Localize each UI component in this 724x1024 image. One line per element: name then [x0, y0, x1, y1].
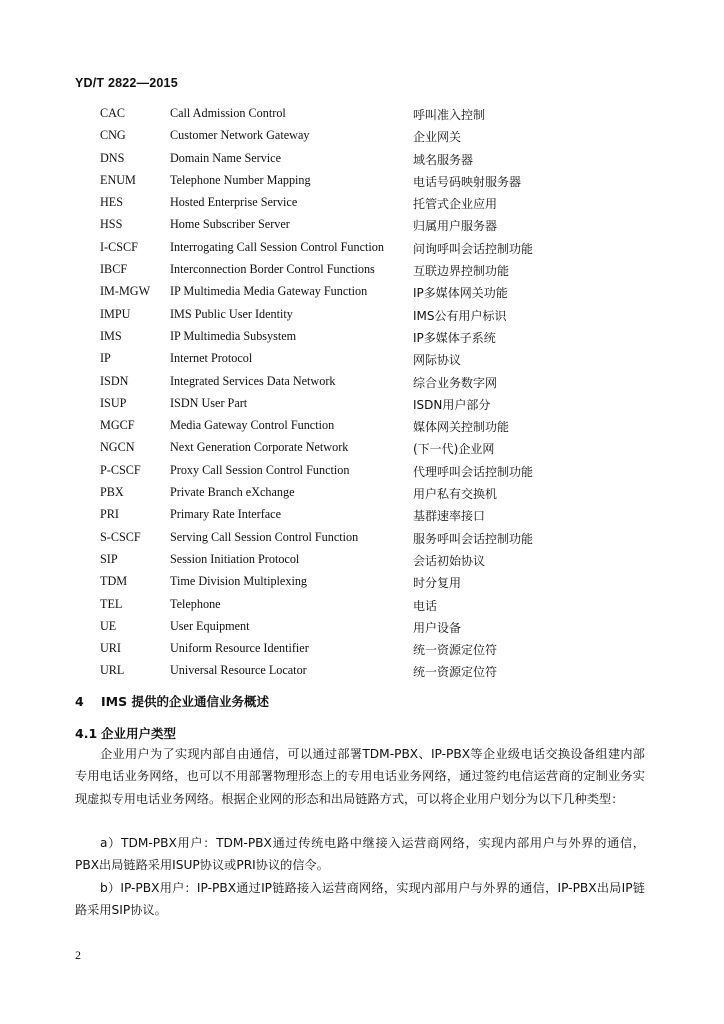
abbreviation-chinese: 服务呼叫会话控制功能 [413, 531, 534, 546]
abbreviation-term: CAC [100, 106, 126, 120]
abbreviation-term: IP [100, 351, 111, 366]
abbreviation-row [100, 214, 570, 236]
abbreviation-chinese: 基群速率接口 [413, 509, 486, 524]
abbreviation-english: Call Admission Control [170, 106, 286, 120]
abbreviation-row [100, 460, 570, 482]
abbreviation-english: Domain Name Service [170, 150, 282, 165]
abbreviation-chinese: 互联边界控制功能 [413, 264, 510, 279]
abbreviation-term: PBX [100, 485, 124, 500]
abbreviation-term: IM-MGW [100, 284, 151, 299]
abbreviation-row [100, 259, 570, 281]
abbreviation-english: ISDN User Part [170, 395, 248, 410]
abbreviation-row [100, 504, 570, 526]
abbreviation-row [100, 660, 570, 682]
abbreviation-term: TEL [100, 596, 123, 611]
abbreviation-term: URL [100, 663, 125, 678]
abbreviation-row [100, 594, 570, 616]
abbreviation-row [100, 148, 570, 170]
abbreviation-chinese: 域名服务器 [413, 152, 474, 167]
abbreviation-english: Session Initiation Protocol [170, 551, 300, 566]
abbreviation-table [100, 103, 570, 683]
abbreviation-chinese: 综合业务数字网 [413, 375, 498, 390]
abbreviation-english: Proxy Call Session Control Function [170, 462, 350, 477]
abbreviation-row [100, 371, 570, 393]
abbreviation-row [100, 549, 570, 571]
abbreviation-row [100, 281, 570, 303]
abbreviation-term: IBCF [100, 262, 128, 277]
abbreviation-english: Interrogating Call Session Control Function [170, 239, 384, 254]
section-title: IMS 提供的企业通信业务概述 [101, 694, 269, 709]
abbreviation-row [100, 393, 570, 415]
abbreviation-english: Customer Network Gateway [170, 128, 310, 143]
abbreviation-term: URI [100, 641, 121, 656]
abbreviation-term: NGCN [100, 440, 135, 455]
document-header-id: YD/T 2822—2015 [75, 76, 178, 90]
abbreviation-chinese: 企业网关 [413, 130, 462, 145]
abbreviation-term: SIP [100, 551, 118, 566]
abbreviation-chinese: 时分复用 [413, 576, 462, 591]
abbreviation-english: IP Multimedia Subsystem [170, 328, 297, 343]
abbreviation-english: Home Subscriber Server [170, 217, 290, 232]
abbreviation-chinese: 托管式企业应用 [413, 197, 498, 212]
abbreviation-row [100, 638, 570, 660]
abbreviation-english: Media Gateway Control Function [170, 418, 335, 433]
abbreviation-row [100, 415, 570, 437]
abbreviation-row [100, 304, 570, 326]
abbreviation-row [100, 103, 570, 125]
abbreviation-term: S-CSCF [100, 529, 141, 544]
abbreviation-chinese: ISDN用户部分 [413, 397, 491, 412]
abbreviation-chinese: 媒体网关控制功能 [413, 420, 510, 435]
page-number: 2 [75, 948, 81, 962]
abbreviation-english: Next Generation Corporate Network [170, 440, 349, 455]
abbreviation-term: CNG [100, 128, 126, 143]
abbreviation-english: Integrated Services Data Network [170, 373, 336, 388]
abbreviation-term: MGCF [100, 418, 135, 433]
abbreviation-chinese: 呼叫准入控制 [413, 108, 486, 122]
abbreviation-term: HSS [100, 217, 123, 232]
paragraph-item-b: b）IP-PBX用户：IP-PBX通过IP链路接入运营商网络，实现内部用户与外界的通信，IP-PBX出局IP链路采用SIP协议。 [75, 881, 645, 918]
abbreviation-term: ISUP [100, 395, 127, 410]
abbreviation-row [100, 571, 570, 593]
section-heading-4-1 [75, 724, 176, 742]
abbreviation-chinese: 用户私有交换机 [413, 487, 498, 502]
abbreviation-chinese: IMS公有用户标识 [413, 308, 507, 323]
abbreviation-row [100, 482, 570, 504]
paragraph-intro: 企业用户为了实现内部自由通信，可以通过部署TDM-PBX、IP-PBX等企业级电话交换设备组建内部专用电话业务网络，也可以不用部署物理形态上的专用电话业务网络，通过签约电信运营商的定制业务实现虚拟专用电话业务网络。根据企业网的形态和出局链路方式，可以将企业用户划分为以下几种类型： [75, 747, 645, 806]
abbreviation-term: ISDN [100, 373, 129, 388]
abbreviation-term: IMPU [100, 306, 131, 321]
abbreviation-term: UE [100, 618, 117, 633]
abbreviation-chinese: 归属用户服务器 [413, 219, 498, 234]
abbreviation-chinese: 网际协议 [413, 353, 462, 368]
abbreviation-chinese: 用户设备 [413, 620, 462, 635]
abbreviation-term: HES [100, 195, 124, 210]
abbreviation-row [100, 192, 570, 214]
abbreviation-row [100, 125, 570, 147]
abbreviation-english: Telephone Number Mapping [170, 172, 311, 187]
section-title: 企业用户类型 [101, 726, 177, 741]
abbreviation-english: Interconnection Border Control Functions [170, 262, 375, 277]
abbreviation-english: Uniform Resource Identifier [170, 641, 309, 656]
section-number: 4 [75, 694, 84, 709]
abbreviation-term: I-CSCF [100, 239, 138, 254]
abbreviation-term: DNS [100, 150, 125, 165]
abbreviation-english: Private Branch eXchange [170, 485, 295, 500]
abbreviation-english: Internet Protocol [170, 351, 253, 366]
abbreviation-english: Universal Resource Locator [170, 663, 307, 678]
abbreviation-english: Time Division Multiplexing [170, 574, 308, 589]
abbreviation-chinese: IP多媒体子系统 [413, 330, 496, 345]
abbreviation-term: TDM [100, 574, 128, 589]
abbreviation-english: User Equipment [170, 618, 250, 633]
abbreviation-chinese: 会话初始协议 [413, 553, 486, 568]
abbreviation-chinese: 统一资源定位符 [413, 665, 498, 680]
abbreviation-row [100, 527, 570, 549]
abbreviation-row [100, 170, 570, 192]
abbreviation-chinese: 问询呼叫会话控制功能 [413, 241, 534, 256]
section-number: 4.1 [75, 726, 98, 741]
abbreviation-chinese: 代理呼叫会话控制功能 [413, 464, 534, 479]
abbreviation-chinese: 电话号码映射服务器 [413, 174, 522, 189]
abbreviation-english: Serving Call Session Control Function [170, 529, 359, 544]
abbreviation-term: ENUM [100, 172, 136, 187]
abbreviation-row [100, 616, 570, 638]
section-heading-4 [75, 692, 269, 710]
abbreviation-english: Primary Rate Interface [170, 507, 281, 522]
abbreviation-english: Telephone [170, 596, 221, 611]
abbreviation-term: P-CSCF [100, 462, 141, 477]
abbreviation-chinese: 统一资源定位符 [413, 643, 498, 658]
abbreviation-term: PRI [100, 507, 119, 522]
abbreviation-chinese: IP多媒体网关功能 [413, 286, 508, 301]
abbreviation-row [100, 237, 570, 259]
paragraph-item-a: a）TDM-PBX用户：TDM-PBX通过传统电路中继接入运营商网络，实现内部用户与外界的通信，PBX出局链路采用ISUP协议或PRI协议的信令。 [75, 836, 645, 873]
abbreviation-row [100, 326, 570, 348]
abbreviation-chinese: 电话 [413, 598, 438, 613]
abbreviation-row [100, 437, 570, 459]
abbreviation-english: IP Multimedia Media Gateway Function [170, 284, 368, 299]
abbreviation-term: IMS [100, 328, 122, 343]
abbreviation-english: Hosted Enterprise Service [170, 195, 298, 210]
abbreviation-english: IMS Public User Identity [170, 306, 293, 321]
abbreviation-chinese: (下一代)企业网 [413, 442, 495, 457]
abbreviation-row [100, 348, 570, 370]
